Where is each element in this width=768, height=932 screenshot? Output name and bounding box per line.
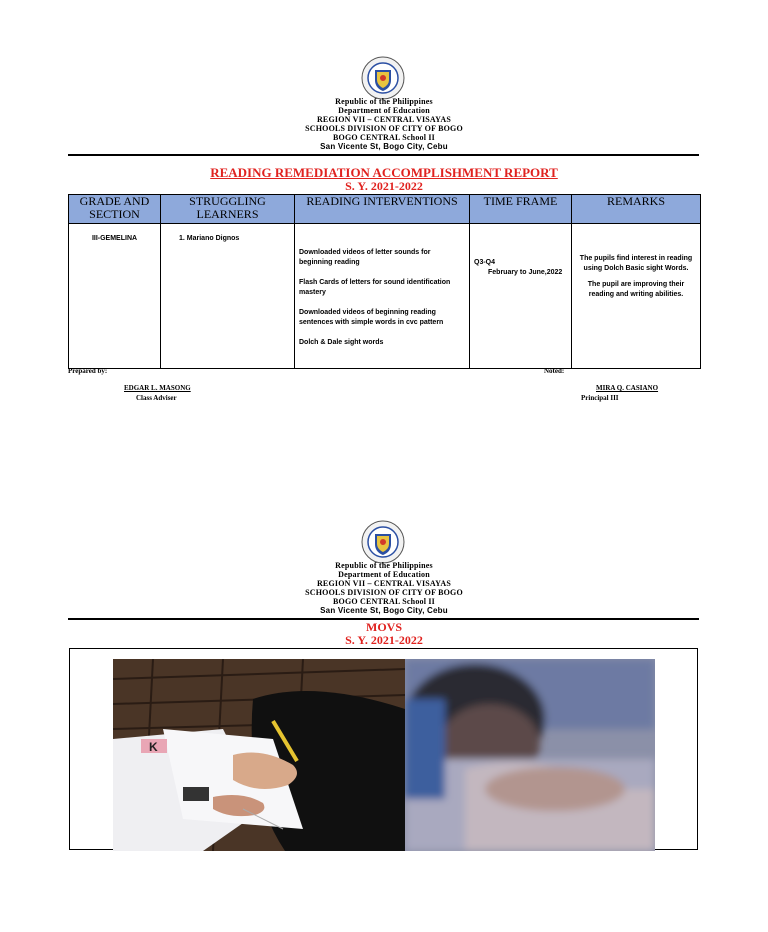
deped-seal-icon [361,520,405,564]
header-department: Department of Education [338,106,430,115]
col-header-time-frame: TIME FRAME [470,195,572,224]
prepared-by-label: Prepared by: [68,367,108,375]
header-address: San Vicente St, Bogo City, Cebu [320,142,448,151]
movs-photo-reading [405,659,655,851]
header-region: REGION VII – CENTRAL VISAYAS [316,115,452,124]
learner-name: 1. Mariano Dignos [179,235,240,242]
movs-photo-writing [113,659,405,851]
photo-writing-illustration [113,659,405,851]
col-header-reading-interventions: READING INTERVENTIONS [295,195,470,224]
header-divider [68,154,699,156]
report-school-year: S. Y. 2021-2022 [345,179,423,193]
photo-reading-illustration [405,659,655,851]
header-republic: Republic of the Philippines [335,97,433,106]
prepared-role: Class Adviser [136,394,177,402]
cell-interventions [295,224,470,369]
noted-name: MIRA Q. CASIANO [596,384,659,392]
movs-title: MOVS [366,620,402,634]
header-address: San Vicente St, Bogo City, Cebu [320,606,448,615]
remark-item: The pupils find interest in reading using Dolch Basic sight Words. [579,255,693,272]
cell-remarks [572,224,701,369]
svg-text:K: K [149,740,158,754]
noted-role: Principal III [581,394,619,402]
prepared-name: EDGAR L. MASONG [124,384,191,392]
time-frame-months: February to June,2022 [488,269,563,276]
cell-learner [161,224,295,369]
cell-grade-section [69,224,161,369]
header-school: BOGO CENTRAL School II [333,597,435,606]
header-division: SCHOOLS DIVISION OF CITY OF BOGO [305,124,463,133]
header-department: Department of Education [338,570,430,579]
noted-label: Noted: [544,367,565,375]
deped-seal-icon [361,56,405,100]
remark-item: The pupil are improving their reading and writing abilities. [587,281,685,298]
col-header-remarks: REMARKS [572,195,701,224]
report-table [68,194,701,369]
intervention-item: Dolch & Dale sight words [299,339,384,346]
header-school: BOGO CENTRAL School II [333,133,435,142]
header-republic: Republic of the Philippines [335,561,433,570]
intervention-item: Flash Cards of letters for sound identification mastery [299,279,451,296]
cell-time-frame [470,224,572,369]
time-frame-quarter: Q3-Q4 [474,259,496,266]
intervention-item: Downloaded videos of beginning reading sentences with simple words in cvc pattern [299,309,444,326]
grade-section-text: III-GEMELINA [91,235,138,242]
intervention-item: Downloaded videos of letter sounds for beginning reading [299,249,431,266]
movs-school-year: S. Y. 2021-2022 [345,633,423,647]
header-region: REGION VII – CENTRAL VISAYAS [316,579,452,588]
col-header-grade-section: GRADE AND SECTION [69,195,161,224]
col-header-struggling-learners: STRUGGLING LEARNERS [161,195,295,224]
table-row [69,224,701,369]
header-division: SCHOOLS DIVISION OF CITY OF BOGO [305,588,463,597]
report-title: READING REMEDIATION ACCOMPLISHMENT REPORT [210,165,558,180]
